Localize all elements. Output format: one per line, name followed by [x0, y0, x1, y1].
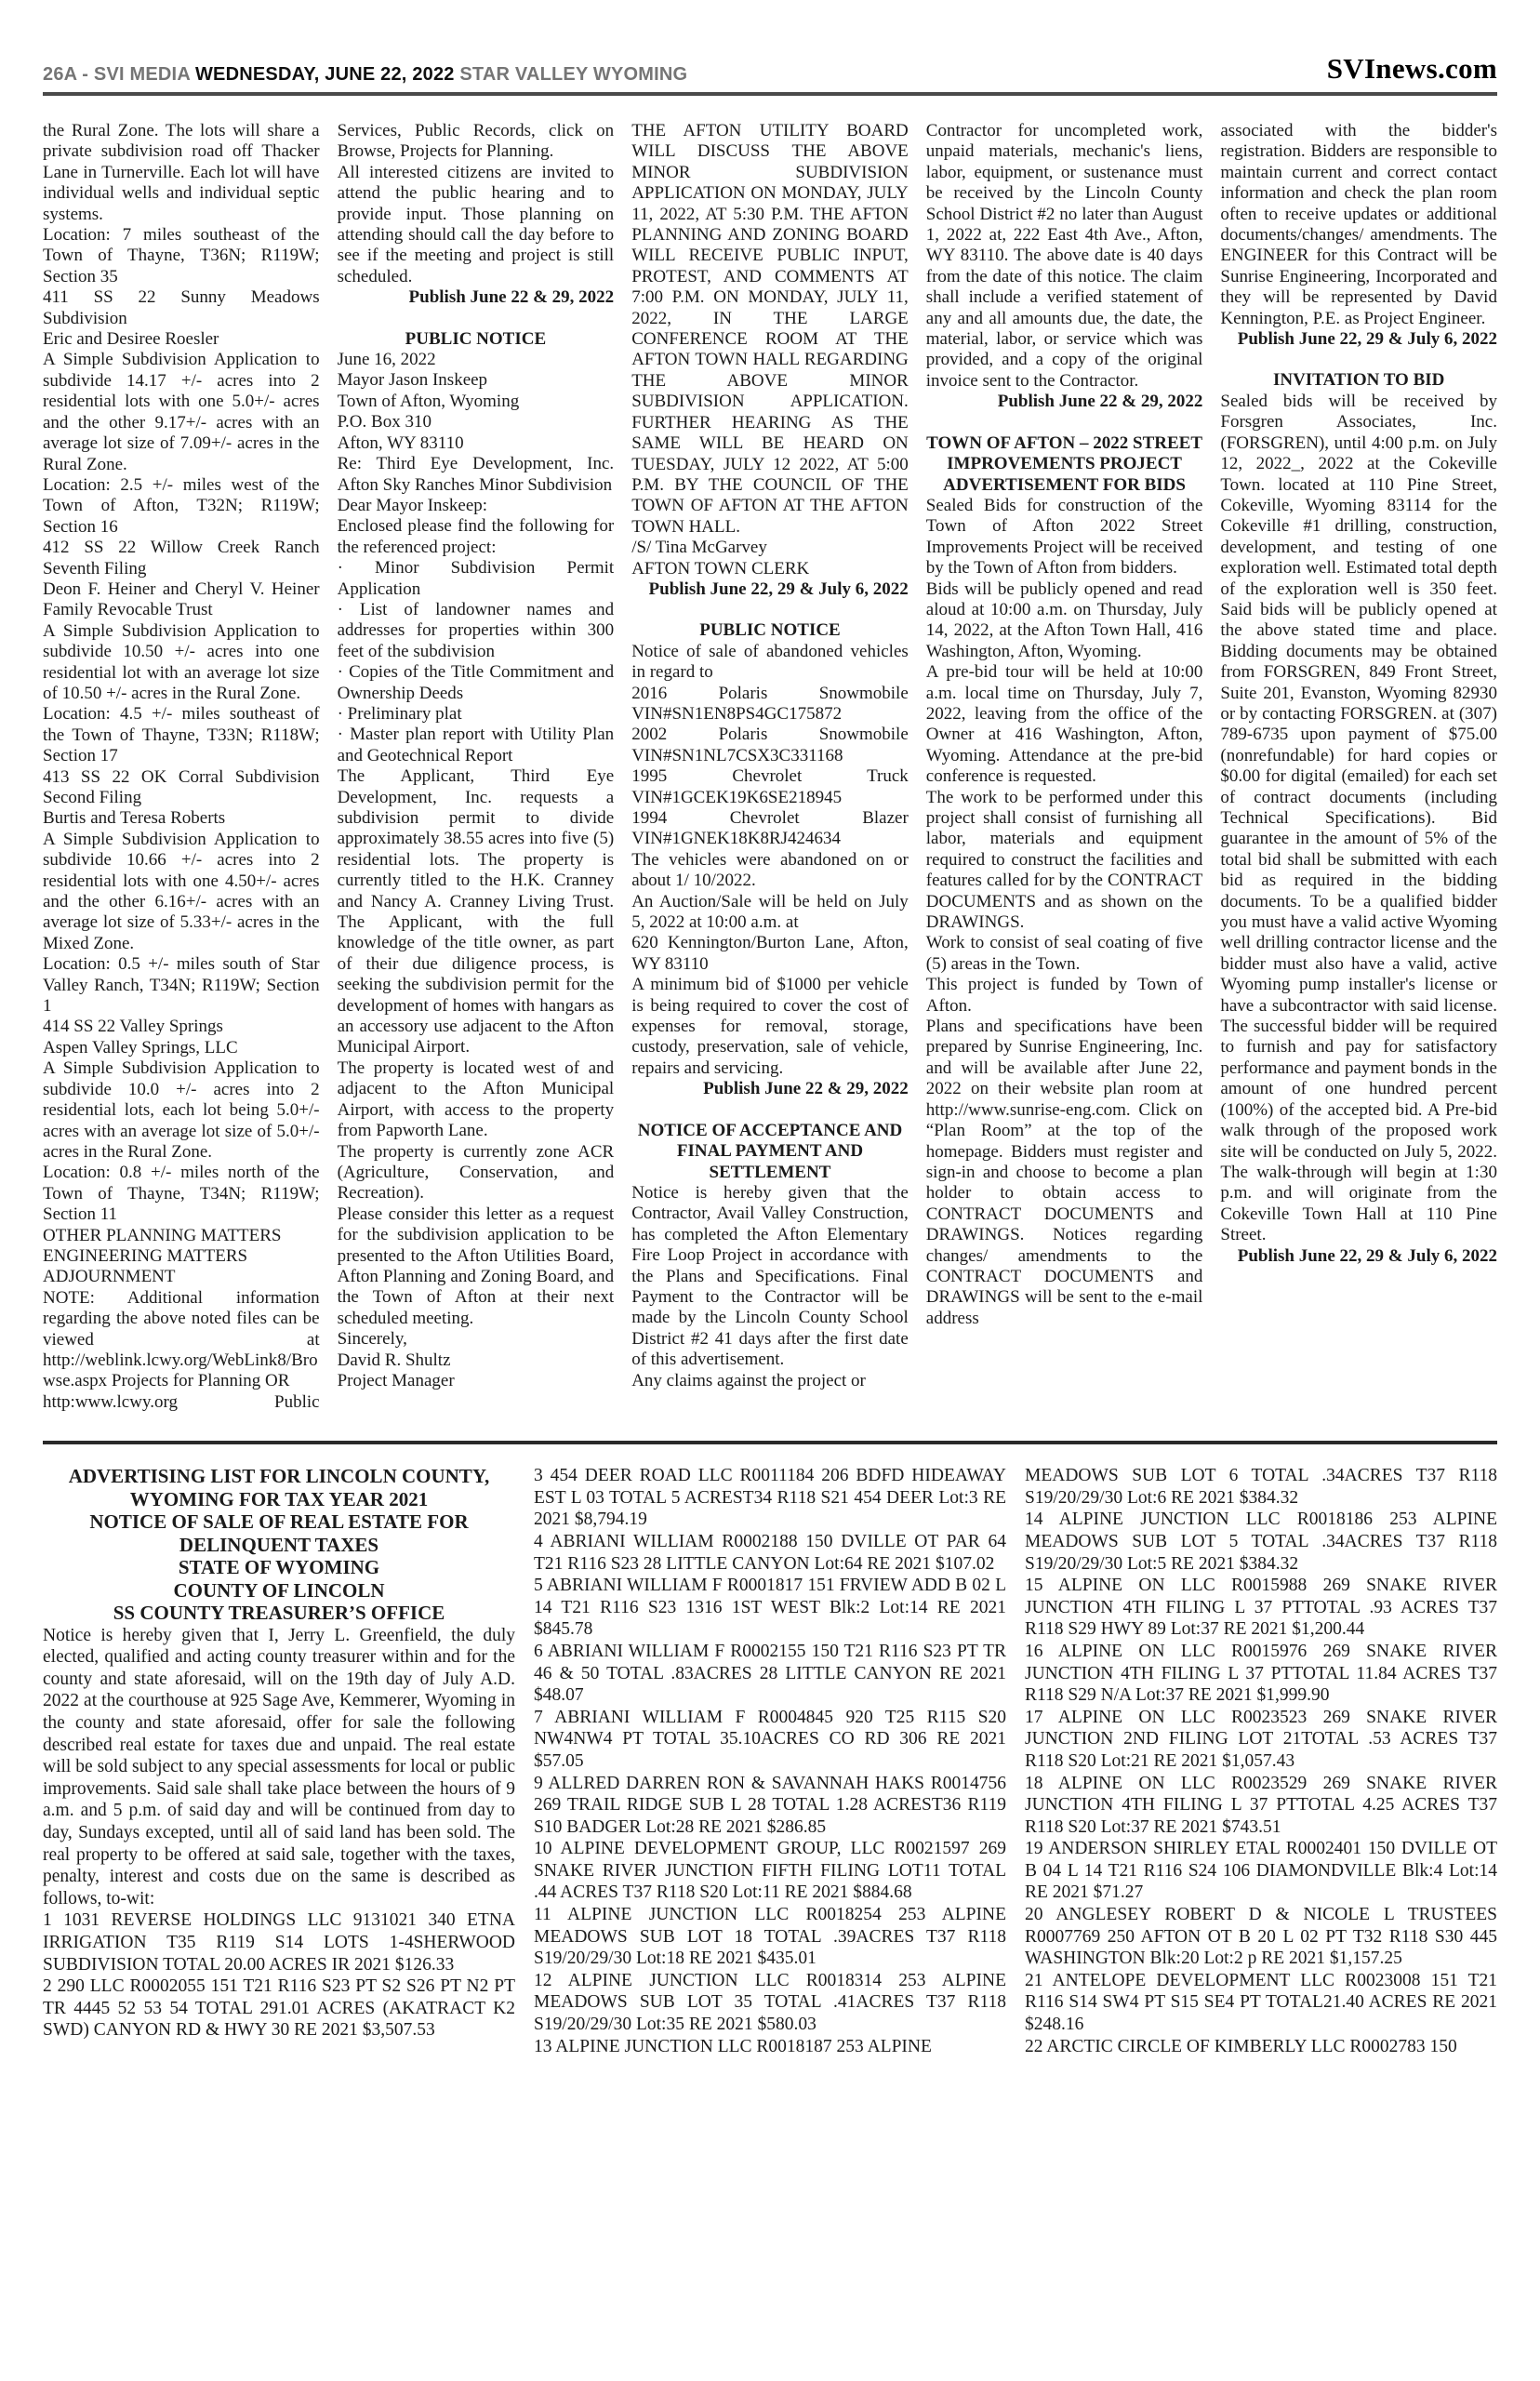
notice-paragraph: P.O. Box 310: [337, 412, 431, 432]
notice-paragraph: Location: 0.8 +/- miles north of the Town of Thayne, T34N; R119W; Section 11: [43, 1163, 320, 1225]
notice-paragraph: 14 ALPINE JUNCTION LLC R0018186 253 ALPINE MEADOWS SUB LOT 5 TOTAL .34ACRES T37 R118 S19/20/29/30 Lot:5 RE 2021 $384.32: [1025, 1510, 1497, 1574]
notice-paragraph: A Simple Subdivision Application to subdivide 10.50 +/- acres into one residential lot with an average lot size of 10.50 +/- acres in the Rural Zone.: [43, 620, 320, 703]
notice-paragraph: Bids will be publicly opened and read aloud at 10:00 a.m. on Thursday, July 14, 2022, at the Afton Town Hall, 416 Washington, Afton, Wyoming.: [925, 579, 1203, 661]
notice-paragraph: 3 454 DEER ROAD LLC R0011184 206 BDFD HIDEAWAY EST L 03 TOTAL 5 ACREST34 R118 S21 454 DEER Lot:3 RE 2021 $8,794.19: [534, 1466, 1006, 1530]
notice-paragraph: A Simple Subdivision Application to subdivide 10.66 +/- acres into 2 residential lots with one 4.50+/- acres and the other 6.16+/- acres with an average lot size of 5.33+/- acres in the Mixed Zone.: [43, 829, 320, 953]
notice-paragraph: 2002 Polaris Snowmobile VIN#SN1NL7CSX3C331168: [631, 725, 909, 765]
notice-paragraph: Any claims against the project or: [631, 1370, 866, 1390]
notice-paragraph: 414 SS 22 Valley Springs: [43, 1017, 223, 1037]
notice-paragraph: Plans and specifications have been prepared by Sunrise Engineering, Inc. and will be available after June 22, 2022 on their website plan room at http://www.sunrise-eng.com. Click on “Plan Room” at the top of the homepage. Bidders must register and sign-in and choose to become a plan holder to obtain access to CONTRACT DOCUMENTS and DRAWINGS. Notices regarding changes/ amendments to the CONTRACT DOCUMENTS and DRAWINGS will be sent to the e-mail address: [925, 1017, 1203, 1328]
publish-line: Publish June 22, 29 & July 6, 2022: [648, 579, 909, 599]
notice-heading: NOTICE OF ACCEPTANCE AND FINAL PAYMENT AND SETTLEMENT: [637, 1120, 903, 1182]
notice-paragraph: 2 290 LLC R0002055 151 T21 R116 S23 PT S2 S26 PT N2 PT TR 4445 52 53 54 TOTAL 291.01 ACRES (AKATRACT K2 SWD) CANYON RD & HWY 30 RE 2021 $3,507.53: [43, 1976, 515, 2041]
notice-paragraph: ENGINEERING MATTERS: [43, 1245, 248, 1266]
notice-paragraph: David R. Shultz: [337, 1350, 451, 1370]
notice-paragraph: Project Manager: [337, 1370, 455, 1390]
split-line-right: Public: [274, 1391, 320, 1412]
notice-paragraph: 620 Kennington/Burton Lane, Afton, WY 83110: [631, 933, 909, 974]
notice-paragraph: Location: 4.5 +/- miles southeast of the Town of Thayne, T33N; R118W; Section 17: [43, 704, 320, 766]
notice-paragraph: OTHER PLANNING MATTERS: [43, 1225, 282, 1245]
split-line-left: http:www.lcwy.org: [43, 1391, 178, 1412]
notices-column-2: [338, 121, 615, 1413]
publish-line: Publish June 22 & 29, 2022: [997, 392, 1203, 412]
notice-paragraph: Please consider this letter as a request for the subdivision application to be presented to the Afton Utilities Board, Afton Planning and Zoning Board, and the Town of Afton at their next scheduled meeting.: [337, 1204, 615, 1328]
tax-sale-column-1: [43, 1465, 515, 2057]
notice-paragraph: Deon F. Heiner and Cheryl V. Heiner Family Revocable Trust: [43, 579, 320, 620]
notice-paragraph: · Master plan report with Utility Plan and Geotechnical Report: [337, 725, 615, 765]
notice-paragraph: The vehicles were abandoned on or about 1/ 10/2022.: [631, 849, 909, 891]
notice-paragraph: Enclosed please find the following for the referenced project:: [337, 516, 615, 557]
notices-column-3: [631, 121, 909, 1413]
notice-paragraph: 20 ANGLESEY ROBERT D & NICOLE L TRUSTEES R0007769 250 AFTON OT B 20 L 02 PT T32 R118 S30 445 WASHINGTON Blk:20 Lot:2 p RE 2021 $1,157.25: [1025, 1905, 1497, 1969]
notice-paragraph: 9 ALLRED DARREN RON & SAVANNAH HAKS R0014756 269 TRAIL RIDGE SUB L 28 TOTAL 1.28 ACREST36 R119 S10 BADGER Lot:28 RE 2021 $286.85: [534, 1773, 1006, 1837]
notice-paragraph: Notice is hereby given that I, Jerry L. Greenfield, the duly elected, qualified and acting county treasurer within and for the county and state aforesaid, will on the 19th day of July A.D. 2022 at the courthouse at 925 Sage Ave, Kemmerer, Wyoming in the county and state aforesaid, offer for sale the following described real estate for taxes due and unpaid. The real estate will be sold subject to any special assessments for local or public improvements. Said sale shall take place between the hours of 9 a.m. and 5 p.m. of said day and will be continued from day to day, Sundays excepted, until all of said land has been sold. The real property to be offered at said sale, together with the taxes, penalty, interest and costs due on the same is described as follows, to-wit:: [43, 1625, 515, 1909]
notice-paragraph: 4 ABRIANI WILLIAM R0002188 150 DVILLE OT PAR 64 T21 R116 S23 28 LITTLE CANYON Lot:64 RE 2021 $107.02: [534, 1531, 1006, 1574]
notice-paragraph: 413 SS 22 OK Corral Subdivision Second Filing: [43, 766, 320, 807]
notice-heading: INVITATION TO BID: [1272, 370, 1445, 391]
notice-paragraph: All interested citizens are invited to attend the public hearing and to provide input. Those planning on attending should call the day before to see if the meeting and project is still scheduled.: [337, 162, 615, 286]
split-line: [43, 1392, 320, 1413]
page-header: [43, 0, 1497, 86]
legal-notices-section: [43, 96, 1497, 1413]
notice-paragraph: A pre-bid tour will be held at 10:00 a.m. local time on Thursday, July 7, 2022, leaving from the office of the Owner at 416 Washington, Afton, Wyoming. Attendance at the pre-bid conference is requested.: [925, 662, 1203, 787]
notices-column-5: [1220, 121, 1497, 1413]
notice-paragraph: · List of landowner names and addresses for properties within 300 feet of the subdivision: [337, 599, 615, 661]
notice-paragraph: The property is located west of and adjacent to the Afton Municipal Airport, with access to the property from Papworth Lane.: [337, 1057, 615, 1141]
notice-heading: COUNTY OF LINCOLN: [173, 1578, 385, 1602]
notice-paragraph: Contractor for uncompleted work, unpaid materials, mechanic's liens, labor, equipment, or sustenance must be received by the Lincoln County School District #2 no later than August 1, 2022 at, 222 East 4th Ave., Afton, WY 83110. The above date is 40 days from the date of this notice. The claim shall include a verified statement of any and all amounts due, the date, the material, labor, or service which was provided, and a copy of the original invoice sent to the Contractor.: [925, 121, 1203, 391]
notice-heading: TOWN OF AFTON – 2022 STREET IMPROVEMENTS PROJECT ADVERTISEMENT FOR BIDS: [926, 432, 1202, 495]
notice-paragraph: Location: 0.5 +/- miles south of Star Valley Ranch, T34N; R119W; Section 1: [43, 954, 320, 1017]
notice-paragraph: 6 ABRIANI WILLIAM F R0002155 150 T21 R116 S23 PT TR 46 & 50 TOTAL .83ACRES 28 LITTLE CANYON RE 2021 $48.07: [534, 1641, 1006, 1706]
tax-sale-section: [43, 1444, 1497, 2057]
notice-paragraph: A Simple Subdivision Application to subdivide 10.0 +/- acres into 2 residential lots, each lot being 5.0+/- acres with an average lot size of 5.0+/- acres in the Rural Zone.: [43, 1058, 320, 1162]
notice-paragraph: 10 ALPINE DEVELOPMENT GROUP, LLC R0021597 269 SNAKE RIVER JUNCTION FIFTH FILING LOT11 TOTAL .44 ACRES T37 R118 S20 Lot:11 RE 2021 $884.68: [534, 1839, 1006, 1903]
region-label: STAR VALLEY WYOMING: [454, 64, 688, 85]
publish-line: Publish June 22 & 29, 2022: [408, 287, 615, 308]
notice-paragraph: Re: Third Eye Development, Inc. Afton Sky Ranches Minor Subdivision: [337, 454, 615, 495]
spacer: [1220, 350, 1497, 370]
notice-paragraph: 12 ALPINE JUNCTION LLC R0018314 253 ALPINE MEADOWS SUB LOT 35 TOTAL .41ACRES T37 R118 S19/20/29/30 Lot:35 RE 2021 $580.03: [534, 1970, 1006, 2035]
notice-paragraph: 11 ALPINE JUNCTION LLC R0018254 253 ALPINE MEADOWS SUB LOT 18 TOTAL .39ACRES T37 R118 S19/20/29/30 Lot:18 RE 2021 $435.01: [534, 1905, 1006, 1969]
spacer: [338, 309, 615, 329]
notice-paragraph: Location: 2.5 +/- miles west of the Town of Afton, T32N; R119W; Section 16: [43, 474, 320, 537]
notice-paragraph: AFTON TOWN CLERK: [631, 558, 810, 579]
notice-paragraph: Afton, WY 83110: [337, 432, 464, 453]
spacer: [926, 413, 1203, 433]
notice-paragraph: 21 ANTELOPE DEVELOPMENT LLC R0023008 151 T21 R116 S14 SW4 PT S15 SE4 PT TOTAL21.40 ACRES RE 2021 $248.16: [1025, 1970, 1497, 2035]
notice-paragraph: An Auction/Sale will be held on July 5, 2022 at 10:00 a.m. at: [631, 891, 909, 933]
notice-paragraph: 17 ALPINE ON LLC R0023523 269 SNAKE RIVER JUNCTION 2ND FILING LOT 21TOTAL .53 ACRES T37 R118 S20 Lot:21 RE 2021 $1,057.43: [1025, 1707, 1497, 1771]
notice-paragraph: Town of Afton, Wyoming: [337, 391, 520, 411]
notice-paragraph: NOTE: Additional information regarding the above noted files can be viewed at http://weblink.lcwy.org/WebLink8/Browse.aspx Projects for Planning OR: [43, 1287, 320, 1391]
notice-paragraph: A minimum bid of $1000 per vehicle is being required to cover the cost of expenses for removal, storage, custody, preservation, sale of vehicle, repairs and servicing.: [631, 975, 909, 1078]
notice-paragraph: The property is currently zone ACR (Agriculture, Conservation, and Recreation).: [337, 1141, 615, 1204]
notice-paragraph: 7 ABRIANI WILLIAM F R0004845 920 T25 R115 S20 NW4NW4 PT TOTAL 35.10ACRES CO RD 306 RE 2021 $57.05: [534, 1707, 1006, 1771]
notice-paragraph: Notice of sale of abandoned vehicles in regard to: [631, 641, 909, 683]
notice-heading: PUBLIC NOTICE: [405, 328, 547, 349]
page-header-left: [43, 64, 687, 86]
notice-paragraph: Burtis and Teresa Roberts: [43, 808, 226, 829]
notice-paragraph: 411 SS 22 Sunny Meadows Subdivision: [43, 287, 320, 328]
notice-heading: ADVERTISING LIST FOR LINCOLN COUNTY, WYOMING FOR TAX YEAR 2021: [68, 1465, 490, 1510]
notice-paragraph: MEADOWS SUB LOT 6 TOTAL .34ACRES T37 R118 S19/20/29/30 Lot:6 RE 2021 $384.32: [1025, 1466, 1497, 1508]
notices-column-4: [926, 121, 1203, 1413]
notice-paragraph: Dear Mayor Inskeep:: [337, 495, 488, 515]
notice-paragraph: Eric and Desiree Roesler: [43, 329, 219, 350]
notice-paragraph: 19 ANDERSON SHIRLEY ETAL R0002401 150 DVILLE OT B 04 L 14 T21 R116 S24 106 DIAMONDVILLE Blk:4 Lot:14 RE 2021 $71.27: [1025, 1839, 1497, 1903]
notice-heading: PUBLIC NOTICE: [699, 620, 841, 641]
notice-paragraph: Sealed bids will be received by Forsgren Associates, Inc. (FORSGREN), until 4:00 p.m. on July 12, 2022_, 2022 at the Cokeville Town. located at 110 Pine Street, Cokeville, Wyoming 83114 for the Cokeville #1 drilling, construction, development, and testing of one exploration well. Estimated total depth of the exploration well is 350 feet. Said bids will be publicly opened at the above stated time and place. Bidding documents may be obtained from FORSGREN, 849 Front Street, Suite 201, Evanston, Wyoming 82930 or by contacting FORSGREN. at (307) 789-6735 upon payment of $75.00 (nonrefundable) for hard copies or $0.00 for digital (emailed) for each set of contract documents (including Technical Specifications). Bid guarantee in the amount of 5% of the total bid shall be submitted with each bid as required in the bidding documents. To be a qualified bidder you must have a valid active Wyoming well drilling contractor license and the bidder must also have a valid, active Wyoming pump installer's license or have a subcontractor with said license. The successful bidder will be required to furnish and pay for satisfactory performance and payment bonds in the amount of one hundred percent (100%) of the accepted bid. A Pre-bid walk through of the proposed work site will be conducted on July 5, 2022. The walk-through will begin at 1:30 p.m. and will originate from the Cokeville Town Hall at 110 Pine Street.: [1220, 391, 1497, 1245]
notice-paragraph: · Copies of the Title Commitment and Ownership Deeds: [337, 662, 615, 703]
masthead-website: SVInews.com: [1326, 52, 1497, 85]
notice-paragraph: 1995 Chevrolet Truck VIN#1GCEK19K6SE218945: [631, 766, 909, 807]
publish-line: Publish June 22, 29 & July 6, 2022: [1237, 1245, 1497, 1266]
notice-paragraph: Sealed Bids for construction of the Town of Afton 2022 Street Improvements Project will be received by the Town of Afton from bidders.: [925, 495, 1203, 579]
spacer: [631, 1100, 909, 1121]
notice-paragraph: Location: 7 miles southeast of the Town of Thayne, T36N; R119W; Section 35: [43, 225, 320, 286]
spacer: [631, 600, 909, 620]
notice-heading: NOTICE OF SALE OF REAL ESTATE FOR DELINQUENT TAXES: [89, 1510, 469, 1556]
notice-paragraph: · Preliminary plat: [337, 703, 462, 724]
notice-paragraph: 1 1031 REVERSE HOLDINGS LLC 9131021 340 ETNA IRRIGATION T35 R119 S14 LOTS 1-4SHERWOOD SUBDIVISION TOTAL 20.00 ACRES IR 2021 $126.33: [43, 1910, 515, 1975]
notice-paragraph: 412 SS 22 Willow Creek Ranch Seventh Filing: [43, 538, 320, 579]
notice-heading: STATE OF WYOMING: [178, 1556, 380, 1579]
notice-paragraph: associated with the bidder's registration. Bidders are responsible to maintain current and correct contact information and check the plan room often to receive updates or additional documents/changes/ amendments. The ENGINEER for this Contract will be Sunrise Engineering, Incorporated and they will be represented by David Kennington, P.E. as Project Engineer.: [1220, 121, 1497, 328]
notice-paragraph: 15 ALPINE ON LLC R0015988 269 SNAKE RIVER JUNCTION 4TH FILING L 37 PTTOTAL .93 ACRES T37 R118 S29 HWY 89 Lot:37 RE 2021 $1,200.44: [1025, 1576, 1497, 1640]
notice-paragraph: A Simple Subdivision Application to subdivide 14.17 +/- acres into 2 residential lots with one 5.0+/- acres and the other 9.17+/- acres with an average lot size of 7.09+/- acres in the Rural Zone.: [43, 350, 320, 474]
publish-line: Publish June 22, 29 & July 6, 2022: [1237, 329, 1497, 350]
notices-column-1: [43, 121, 320, 1413]
notice-paragraph: Sincerely,: [337, 1329, 407, 1350]
notice-heading: SS COUNTY TREASURER’S OFFICE: [113, 1602, 445, 1625]
notice-paragraph: The work to be performed under this project shall consist of furnishing all labor, materials and equipment required to construct the facilities and features called for by the CONTRACT DOCUMENTS and as shown on the DRAWINGS.: [925, 787, 1203, 933]
notice-paragraph: THE AFTON UTILITY BOARD WILL DISCUSS THE ABOVE MINOR SUBDIVISION APPLICATION ON MONDAY, JULY 11, 2022, AT 5:30 P.M. THE AFTON PLANNING AND ZONING BOARD WILL RECEIVE PUBLIC INPUT, PROTEST, AND COMMENTS AT 7:00 P.M. ON MONDAY, JULY 11, 2022, IN THE LARGE CONFERENCE ROOM AT THE AFTON TOWN HALL REGARDING THE ABOVE MINOR SUBDIVISION APPLICATION. FURTHER HEARING AS THE SAME WILL BE HEARD ON TUESDAY, JULY 12 2022, AT 5:00 P.M. BY THE COUNCIL OF THE TOWN OF AFTON AT THE AFTON TOWN HALL.: [631, 121, 909, 537]
notice-paragraph: 16 ALPINE ON LLC R0015976 269 SNAKE RIVER JUNCTION 4TH FILING L 37 PTTOTAL 11.84 ACRES T37 R118 S29 N/A Lot:37 RE 2021 $1,999.90: [1025, 1641, 1497, 1706]
notice-paragraph: Notice is hereby given that the Contractor, Avail Valley Construction, has completed the Afton Elementary Fire Loop Project in accordance with the Plans and Specifications. Final Payment to the Contractor will be made by the Lincoln County School District #2 41 days after the first date of this advertisement.: [631, 1182, 909, 1370]
notice-paragraph: Aspen Valley Springs, LLC: [43, 1037, 238, 1057]
notice-paragraph: The Applicant, Third Eye Development, Inc. requests a subdivision permit to divide approximately 38.55 acres into five (5) residential lots. The property is currently titled to the H.K. Cranney and Nancy A. Cranney Living Trust. The Applicant, with the full knowledge of the title owner, as part of their due diligence process, is seeking the subdivision permit for the development of homes with hangars as an accessory use adjacent to the Afton Municipal Airport.: [337, 766, 615, 1057]
notice-paragraph: 5 ABRIANI WILLIAM F R0001817 151 FRVIEW ADD B 02 L 14 T21 R116 S23 1316 1ST WEST Blk:2 Lot:14 RE 2021 $845.78: [534, 1576, 1006, 1640]
tax-sale-column-2: [534, 1465, 1006, 2057]
notice-paragraph: 2016 Polaris Snowmobile VIN#SN1EN8PS4GC175872: [631, 683, 909, 724]
notice-paragraph: · Minor Subdivision Permit Application: [337, 558, 615, 599]
notice-paragraph: Work to consist of seal coating of five (5) areas in the Town.: [925, 933, 1203, 974]
issue-date: WEDNESDAY, JUNE 22, 2022: [194, 64, 455, 85]
notice-paragraph: This project is funded by Town of Afton.: [925, 975, 1203, 1016]
publish-line: Publish June 22 & 29, 2022: [703, 1079, 909, 1099]
notice-paragraph: 18 ALPINE ON LLC R0023529 269 SNAKE RIVER JUNCTION 4TH FILING L 37 PTTOTAL 4.25 ACRES T37 R118 S20 Lot:37 RE 2021 $743.51: [1025, 1773, 1497, 1837]
notice-paragraph: /S/ Tina McGarvey: [631, 538, 767, 558]
notice-paragraph: June 16, 2022: [337, 350, 436, 370]
notice-paragraph: 22 ARCTIC CIRCLE OF KIMBERLY LLC R0002783 150: [1025, 2036, 1457, 2056]
notice-paragraph: Mayor Jason Inskeep: [337, 370, 488, 391]
notice-paragraph: the Rural Zone. The lots will share a private subdivision road off Thacker Lane in Turnerville. Each lot will have individual wells and individual septic systems.: [43, 121, 320, 224]
tax-sale-column-3: [1025, 1465, 1497, 2057]
notice-paragraph: 13 ALPINE JUNCTION LLC R0018187 253 ALPINE: [534, 2036, 932, 2056]
notice-paragraph: 1994 Chevrolet Blazer VIN#1GNEK18K8RJ424634: [631, 808, 909, 849]
page-number-label: 26A - SVI MEDIA: [43, 64, 195, 85]
notice-paragraph: Services, Public Records, click on Browse, Projects for Planning.: [337, 121, 615, 162]
notice-paragraph: ADJOURNMENT: [43, 1267, 176, 1287]
